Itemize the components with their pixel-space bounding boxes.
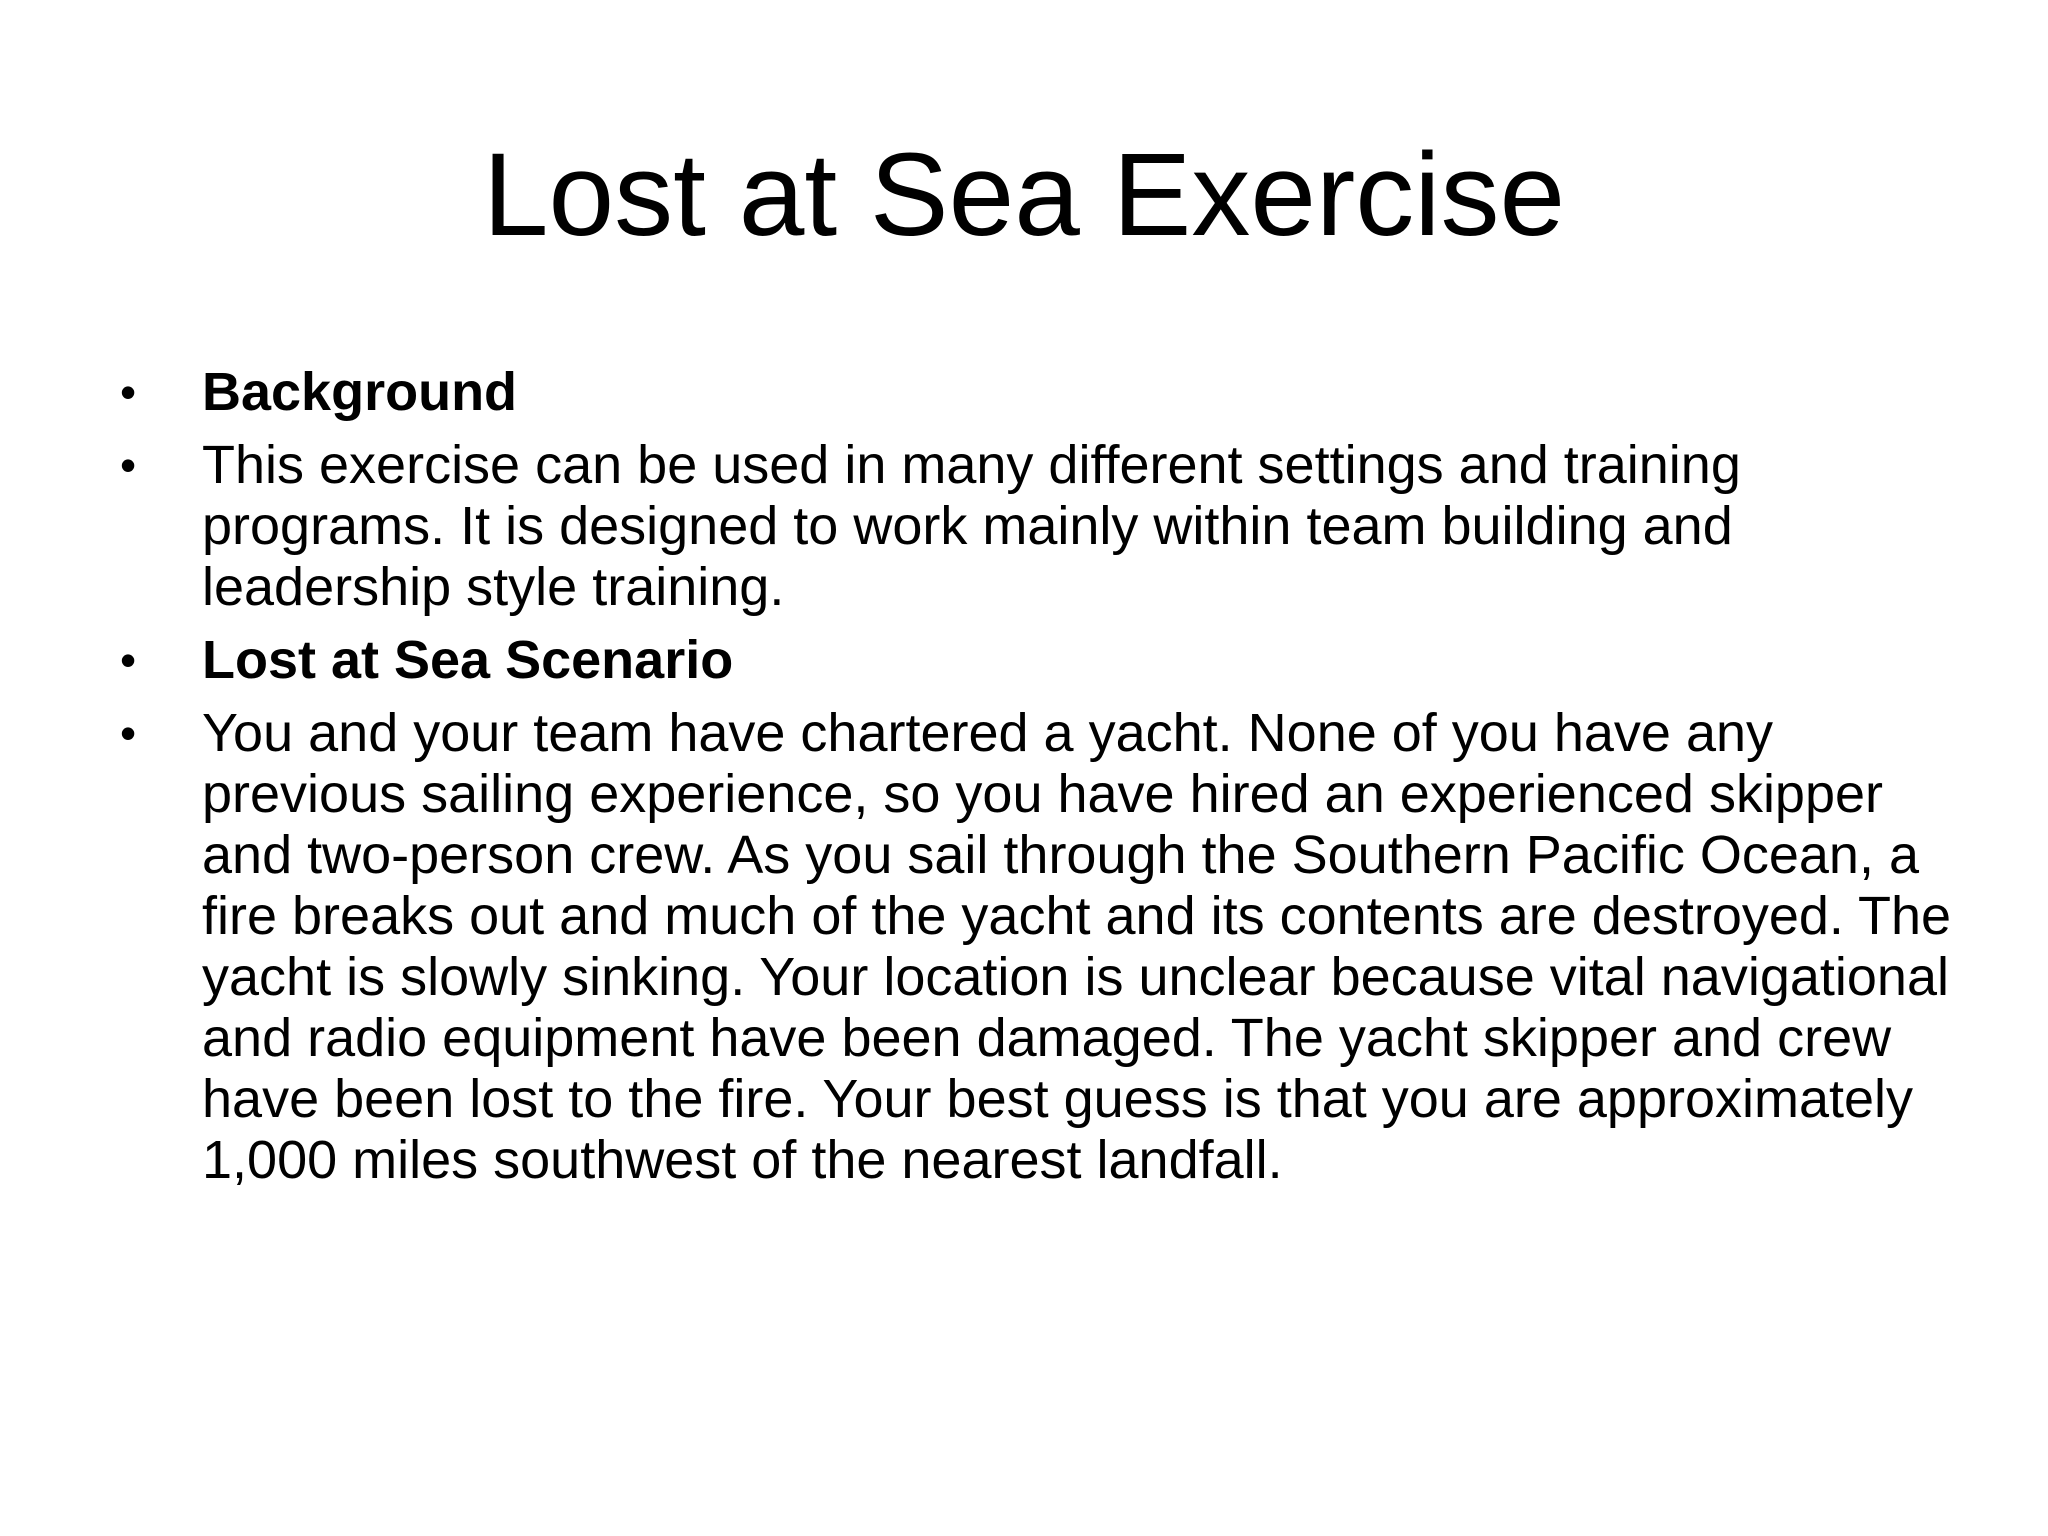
bullet-icon: • (120, 707, 137, 759)
bullet-text: You and your team have chartered a yacht. None of you have any previous sailing experience, so you have hired an experienced skipper and two-person crew. As you sail through the Southern Pacific Ocean, a fire breaks out and much of the yacht and its contents are destroyed. The yacht is slowly sinking. Your location is unclear because vital navigational and radio equipment have been damaged. The yacht skipper and crew have been lost to the fire. Your best guess is that you are approximately 1,000 miles southwest of the nearest landfall. (202, 703, 1952, 1190)
bullet-text: This exercise can be used in many different settings and training programs. It is designed to work mainly within team building and leadership style training. (202, 435, 1741, 617)
bullet-icon: • (120, 439, 137, 491)
bullet-item-scenario-text (120, 703, 1980, 1191)
bullet-icon: • (120, 366, 137, 418)
bullet-text: Background (202, 362, 518, 422)
bullet-text: Lost at Sea Scenario (202, 630, 734, 690)
bullet-item-scenario-heading (120, 630, 1980, 691)
bullet-item-background-text (120, 435, 1980, 618)
bullet-list (120, 362, 1980, 1203)
bullet-item-background-heading (120, 362, 1980, 423)
slide-title: Lost at Sea Exercise (482, 129, 1566, 261)
bullet-icon: • (120, 634, 137, 686)
